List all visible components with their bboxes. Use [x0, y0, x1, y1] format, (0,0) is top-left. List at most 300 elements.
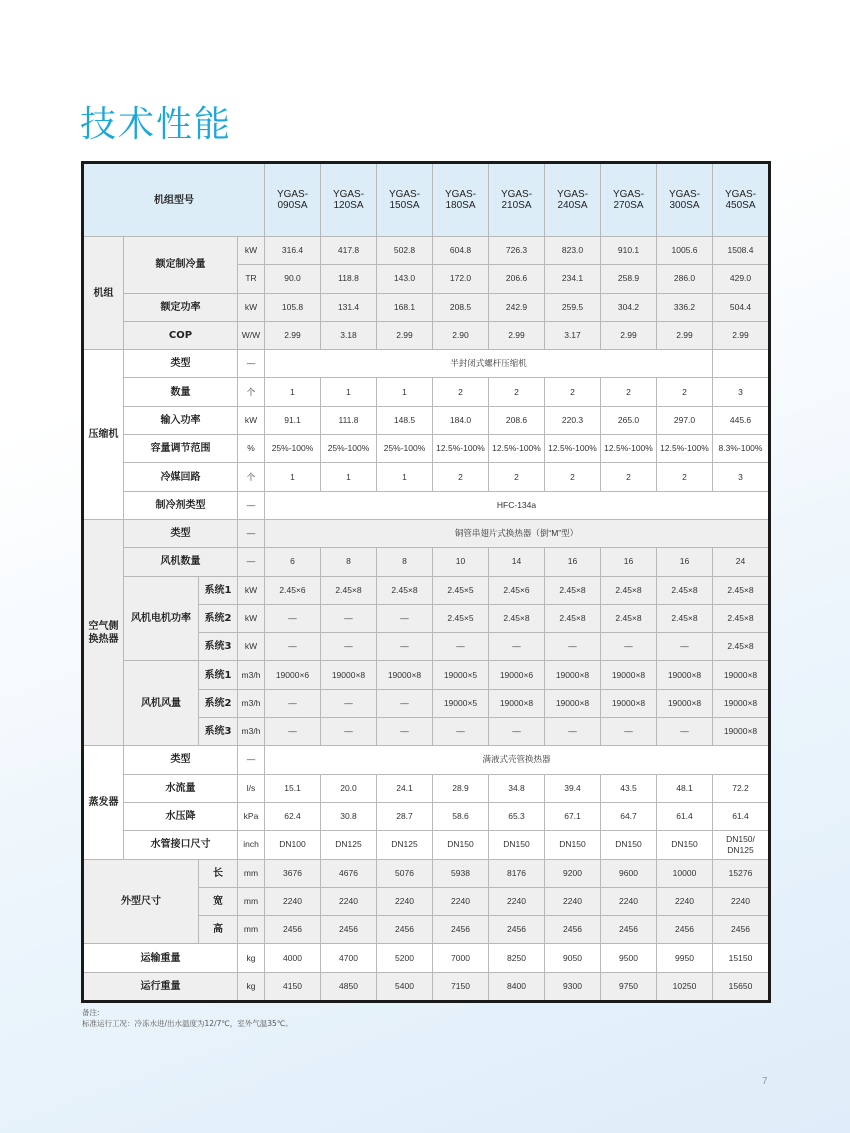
model-header: YGAS- 450SA [713, 163, 770, 237]
value-cell: 19000×5 [433, 661, 489, 689]
value-cell: 4000 [265, 944, 321, 972]
table-row [83, 548, 770, 576]
value-cell: 3 [713, 463, 770, 491]
value-cell: 19000×8 [377, 661, 433, 689]
value-cell: 19000×8 [545, 689, 601, 717]
spec-table [81, 161, 771, 1003]
value-cell: 8 [321, 548, 377, 576]
unit-cell: mm [238, 887, 265, 915]
value-cell: 19000×8 [657, 689, 713, 717]
value-cell: — [545, 633, 601, 661]
value-cell: 19000×8 [713, 718, 770, 746]
value-cell: 61.4 [657, 802, 713, 830]
value-cell: 2240 [321, 887, 377, 915]
empty-cell [713, 350, 770, 378]
value-cell: 2.45×8 [489, 604, 545, 632]
page-title: 技术性能 [80, 104, 233, 145]
value-cell: 168.1 [377, 293, 433, 321]
value-cell: 5076 [377, 859, 433, 887]
page-number: 7 [762, 1076, 768, 1087]
table-row [83, 491, 770, 519]
value-cell: 2.45×8 [601, 604, 657, 632]
value-cell: 286.0 [657, 265, 713, 293]
value-cell: DN100 [265, 831, 321, 859]
value-cell: 3 [713, 378, 770, 406]
value-cell: — [377, 604, 433, 632]
row-label: 风机电机功率 [124, 576, 199, 661]
value-cell: 19000×6 [489, 661, 545, 689]
value-cell: 25%-100% [377, 435, 433, 463]
value-cell: 9300 [545, 972, 601, 1001]
unit-cell: inch [238, 831, 265, 859]
unit-cell: kW [238, 406, 265, 434]
section-evaporator: 蒸发器 [83, 746, 124, 859]
value-cell: DN125 [321, 831, 377, 859]
value-cell: 2456 [265, 916, 321, 944]
model-header: YGAS- 120SA [321, 163, 377, 237]
value-cell: 304.2 [601, 293, 657, 321]
value-cell: 3.17 [545, 321, 601, 349]
table-row [83, 661, 770, 689]
value-cell: 206.6 [489, 265, 545, 293]
value-cell: DN150 [433, 831, 489, 859]
value-cell: 4676 [321, 859, 377, 887]
unit-cell: l/s [238, 774, 265, 802]
unit-cell: % [238, 435, 265, 463]
table-row [83, 859, 770, 887]
dimension-label: 长 [199, 859, 238, 887]
value-cell: — [489, 718, 545, 746]
value-cell: 259.5 [545, 293, 601, 321]
value-cell: 910.1 [601, 237, 657, 265]
value-cell: 3676 [265, 859, 321, 887]
value-cell: 2456 [601, 916, 657, 944]
section-air-side: 空气侧 换热器 [83, 519, 124, 745]
value-cell: 2 [545, 378, 601, 406]
unit-cell: m3/h [238, 689, 265, 717]
table-row [83, 944, 770, 972]
model-header: YGAS- 270SA [601, 163, 657, 237]
value-cell: 2.45×6 [265, 576, 321, 604]
value-cell: — [601, 633, 657, 661]
value-cell: 3.18 [321, 321, 377, 349]
value-cell: 2.45×8 [657, 604, 713, 632]
table-row [83, 802, 770, 830]
value-cell: 234.1 [545, 265, 601, 293]
value-cell: — [321, 718, 377, 746]
value-cell: — [321, 689, 377, 717]
value-cell: 64.7 [601, 802, 657, 830]
unit-cell: kW [238, 293, 265, 321]
value-cell: 19000×6 [265, 661, 321, 689]
table-row [83, 463, 770, 491]
table-row [83, 321, 770, 349]
value-cell: 2.99 [713, 321, 770, 349]
value-cell: 7000 [433, 944, 489, 972]
value-cell: 19000×8 [601, 661, 657, 689]
value-cell: 91.1 [265, 406, 321, 434]
value-cell: 2 [489, 378, 545, 406]
value-cell: 111.8 [321, 406, 377, 434]
value-cell: 30.8 [321, 802, 377, 830]
value-cell: — [545, 718, 601, 746]
value-cell: 2.45×8 [545, 604, 601, 632]
value-cell: 2456 [545, 916, 601, 944]
value-cell: 2 [601, 463, 657, 491]
value-cell: 24 [713, 548, 770, 576]
model-header: YGAS- 180SA [433, 163, 489, 237]
value-cell: DN150 [657, 831, 713, 859]
value-cell: — [265, 689, 321, 717]
row-label: 类型 [124, 519, 238, 547]
value-cell: 19000×8 [601, 689, 657, 717]
value-cell: 10250 [657, 972, 713, 1001]
value-cell: — [489, 633, 545, 661]
value-cell: 5200 [377, 944, 433, 972]
value-cell: 1 [377, 463, 433, 491]
value-cell: 2.45×5 [433, 576, 489, 604]
value-cell: 6 [265, 548, 321, 576]
value-cell: 72.2 [713, 774, 770, 802]
value-cell: 10000 [657, 859, 713, 887]
value-cell: 184.0 [433, 406, 489, 434]
value-cell: 9200 [545, 859, 601, 887]
value-cell: 1 [265, 463, 321, 491]
row-label: 水管接口尺寸 [124, 831, 238, 859]
row-label: 风机数量 [124, 548, 238, 576]
value-cell: 62.4 [265, 802, 321, 830]
value-cell: 19000×5 [433, 689, 489, 717]
value-cell: 131.4 [321, 293, 377, 321]
value-cell: 43.5 [601, 774, 657, 802]
value-cell: 2.99 [489, 321, 545, 349]
row-label: 水压降 [124, 802, 238, 830]
value-cell: 1005.6 [657, 237, 713, 265]
value-cell: 2.45×8 [321, 576, 377, 604]
system-label: 系统2 [199, 689, 238, 717]
value-cell: 15150 [713, 944, 770, 972]
value-cell: 4850 [321, 972, 377, 1001]
footnote [82, 1007, 293, 1029]
value-cell: 2240 [377, 887, 433, 915]
value-cell: 265.0 [601, 406, 657, 434]
model-header: YGAS- 090SA [265, 163, 321, 237]
value-cell: 2456 [489, 916, 545, 944]
merged-value-cell: 铜管串翅片式换热器（倒“M”型） [265, 519, 770, 547]
unit-cell: 个 [238, 463, 265, 491]
unit-cell: — [238, 350, 265, 378]
value-cell: 4150 [265, 972, 321, 1001]
value-cell: 4700 [321, 944, 377, 972]
value-cell: 208.6 [489, 406, 545, 434]
value-cell: 8.3%-100% [713, 435, 770, 463]
table-row [83, 350, 770, 378]
unit-cell: kPa [238, 802, 265, 830]
value-cell: 220.3 [545, 406, 601, 434]
value-cell: — [657, 718, 713, 746]
value-cell: 297.0 [657, 406, 713, 434]
unit-cell: — [238, 548, 265, 576]
unit-cell: kg [238, 944, 265, 972]
unit-cell: — [238, 746, 265, 774]
value-cell: 12.5%-100% [601, 435, 657, 463]
value-cell: 2.45×8 [657, 576, 713, 604]
value-cell: — [377, 689, 433, 717]
section-dimensions: 外型尺寸 [83, 859, 199, 944]
value-cell: 28.7 [377, 802, 433, 830]
system-label: 系统2 [199, 604, 238, 632]
value-cell: 1508.4 [713, 237, 770, 265]
unit-cell: mm [238, 916, 265, 944]
value-cell: 417.8 [321, 237, 377, 265]
note-heading: 备注: [82, 1008, 100, 1017]
value-cell: 15.1 [265, 774, 321, 802]
value-cell: 2 [489, 463, 545, 491]
value-cell: 1 [321, 463, 377, 491]
unit-cell: m3/h [238, 661, 265, 689]
value-cell: 9950 [657, 944, 713, 972]
value-cell: 9750 [601, 972, 657, 1001]
value-cell: 9500 [601, 944, 657, 972]
value-cell: 9600 [601, 859, 657, 887]
value-cell: 726.3 [489, 237, 545, 265]
dimension-label: 高 [199, 916, 238, 944]
value-cell: 67.1 [545, 802, 601, 830]
value-cell: 504.4 [713, 293, 770, 321]
value-cell: DN150 [545, 831, 601, 859]
value-cell: 12.5%-100% [657, 435, 713, 463]
value-cell: 19000×8 [489, 689, 545, 717]
value-cell: 39.4 [545, 774, 601, 802]
value-cell: 2.45×8 [545, 576, 601, 604]
value-cell: 2456 [377, 916, 433, 944]
value-cell: 336.2 [657, 293, 713, 321]
value-cell: 1 [377, 378, 433, 406]
value-cell: 19000×8 [321, 661, 377, 689]
value-cell: 9050 [545, 944, 601, 972]
value-cell: 2 [433, 463, 489, 491]
value-cell: 12.5%-100% [489, 435, 545, 463]
value-cell: — [265, 604, 321, 632]
model-header: YGAS- 210SA [489, 163, 545, 237]
value-cell: 14 [489, 548, 545, 576]
value-cell: 2456 [321, 916, 377, 944]
value-cell: 28.9 [433, 774, 489, 802]
table-row [83, 576, 770, 604]
value-cell: 8176 [489, 859, 545, 887]
value-cell: 445.6 [713, 406, 770, 434]
value-cell: 90.0 [265, 265, 321, 293]
value-cell: 34.8 [489, 774, 545, 802]
value-cell: 105.8 [265, 293, 321, 321]
merged-value-cell: HFC-134a [265, 491, 770, 519]
unit-cell: — [238, 519, 265, 547]
row-label: 水流量 [124, 774, 238, 802]
value-cell: 172.0 [433, 265, 489, 293]
value-cell: — [377, 718, 433, 746]
unit-cell: mm [238, 859, 265, 887]
value-cell: 208.5 [433, 293, 489, 321]
model-header: YGAS- 240SA [545, 163, 601, 237]
value-cell: 604.8 [433, 237, 489, 265]
value-cell: 2 [433, 378, 489, 406]
value-cell: 2 [657, 463, 713, 491]
value-cell: — [377, 633, 433, 661]
row-label: 冷媒回路 [124, 463, 238, 491]
value-cell: 502.8 [377, 237, 433, 265]
table-row [83, 972, 770, 1001]
table-row [83, 293, 770, 321]
system-label: 系统3 [199, 633, 238, 661]
value-cell: 2 [601, 378, 657, 406]
value-cell: 58.6 [433, 802, 489, 830]
value-cell: 2.45×6 [489, 576, 545, 604]
value-cell: 2.45×8 [713, 633, 770, 661]
unit-cell: m3/h [238, 718, 265, 746]
value-cell: 12.5%-100% [545, 435, 601, 463]
value-cell: 2.45×5 [433, 604, 489, 632]
value-cell: 25%-100% [321, 435, 377, 463]
value-cell: 2240 [657, 887, 713, 915]
value-cell: — [601, 718, 657, 746]
value-cell: 2240 [265, 887, 321, 915]
unit-cell: W/W [238, 321, 265, 349]
value-cell: 15276 [713, 859, 770, 887]
value-cell: 2.45×8 [713, 576, 770, 604]
value-cell: 19000×8 [545, 661, 601, 689]
value-cell: 2 [657, 378, 713, 406]
row-label: 额定功率 [124, 293, 238, 321]
value-cell: 48.1 [657, 774, 713, 802]
value-cell: 118.8 [321, 265, 377, 293]
value-cell: — [321, 604, 377, 632]
value-cell: 2.45×8 [713, 604, 770, 632]
value-cell: 429.0 [713, 265, 770, 293]
value-cell: 16 [545, 548, 601, 576]
value-cell: — [265, 718, 321, 746]
row-label: 额定制冷量 [124, 237, 238, 294]
value-cell: — [433, 633, 489, 661]
value-cell: 242.9 [489, 293, 545, 321]
value-cell: 24.1 [377, 774, 433, 802]
value-cell: 2240 [713, 887, 770, 915]
value-cell: 7150 [433, 972, 489, 1001]
unit-cell: 个 [238, 378, 265, 406]
value-cell: 2456 [713, 916, 770, 944]
unit-cell: TR [238, 265, 265, 293]
value-cell: 2.99 [657, 321, 713, 349]
table-row [83, 378, 770, 406]
row-label: COP [124, 321, 238, 349]
merged-value-cell: 半封闭式螺杆压缩机 [265, 350, 713, 378]
system-label: 系统1 [199, 576, 238, 604]
value-cell: 2240 [433, 887, 489, 915]
unit-cell: — [238, 491, 265, 519]
value-cell: 19000×8 [713, 689, 770, 717]
dimension-label: 宽 [199, 887, 238, 915]
value-cell: 8 [377, 548, 433, 576]
value-cell: DN150/ DN125 [713, 831, 770, 859]
system-label: 系统3 [199, 718, 238, 746]
section-unit: 机组 [83, 237, 124, 350]
value-cell: 2.90 [433, 321, 489, 349]
value-cell: 8400 [489, 972, 545, 1001]
value-cell: 823.0 [545, 237, 601, 265]
value-cell: 65.3 [489, 802, 545, 830]
row-label: 类型 [124, 350, 238, 378]
row-label: 数量 [124, 378, 238, 406]
unit-cell: kW [238, 237, 265, 265]
row-label: 类型 [124, 746, 238, 774]
table-row [83, 519, 770, 547]
unit-cell: kg [238, 972, 265, 1001]
value-cell: DN150 [489, 831, 545, 859]
value-cell: 2.99 [601, 321, 657, 349]
value-cell: 19000×8 [657, 661, 713, 689]
value-cell: — [657, 633, 713, 661]
value-cell: 2.45×8 [377, 576, 433, 604]
value-cell: 15650 [713, 972, 770, 1001]
value-cell: 316.4 [265, 237, 321, 265]
model-header: YGAS- 150SA [377, 163, 433, 237]
value-cell: 1 [321, 378, 377, 406]
value-cell: — [265, 633, 321, 661]
system-label: 系统1 [199, 661, 238, 689]
value-cell: 2 [545, 463, 601, 491]
value-cell: — [321, 633, 377, 661]
row-label: 输入功率 [124, 406, 238, 434]
section-compressor: 压缩机 [83, 350, 124, 520]
value-cell: 2456 [433, 916, 489, 944]
value-cell: 1 [265, 378, 321, 406]
value-cell: 16 [601, 548, 657, 576]
table-row [83, 163, 770, 237]
unit-cell: kW [238, 604, 265, 632]
row-label: 风机风量 [124, 661, 199, 746]
value-cell: 2240 [545, 887, 601, 915]
model-header: YGAS- 300SA [657, 163, 713, 237]
unit-cell: kW [238, 633, 265, 661]
table-row [83, 406, 770, 434]
table-row [83, 774, 770, 802]
section-operating-weight: 运行重量 [83, 972, 238, 1001]
value-cell: 2456 [657, 916, 713, 944]
row-label: 制冷剂类型 [124, 491, 238, 519]
value-cell: 2.45×8 [601, 576, 657, 604]
value-cell: — [433, 718, 489, 746]
unit-cell: kW [238, 576, 265, 604]
value-cell: 2.99 [377, 321, 433, 349]
table-row [83, 831, 770, 859]
value-cell: 10 [433, 548, 489, 576]
value-cell: DN150 [601, 831, 657, 859]
value-cell: 2240 [601, 887, 657, 915]
table-row [83, 237, 770, 265]
value-cell: 25%-100% [265, 435, 321, 463]
value-cell: 5400 [377, 972, 433, 1001]
value-cell: 12.5%-100% [433, 435, 489, 463]
value-cell: 8250 [489, 944, 545, 972]
value-cell: 20.0 [321, 774, 377, 802]
table-row [83, 746, 770, 774]
value-cell: 19000×8 [713, 661, 770, 689]
header-label: 机组型号 [83, 163, 265, 237]
value-cell: 148.5 [377, 406, 433, 434]
value-cell: 258.9 [601, 265, 657, 293]
row-label: 容量调节范围 [124, 435, 238, 463]
table-row [83, 435, 770, 463]
note-text: 标准运行工况：冷冻水进/出水温度为12/7℃，室外气温35℃。 [82, 1019, 293, 1028]
